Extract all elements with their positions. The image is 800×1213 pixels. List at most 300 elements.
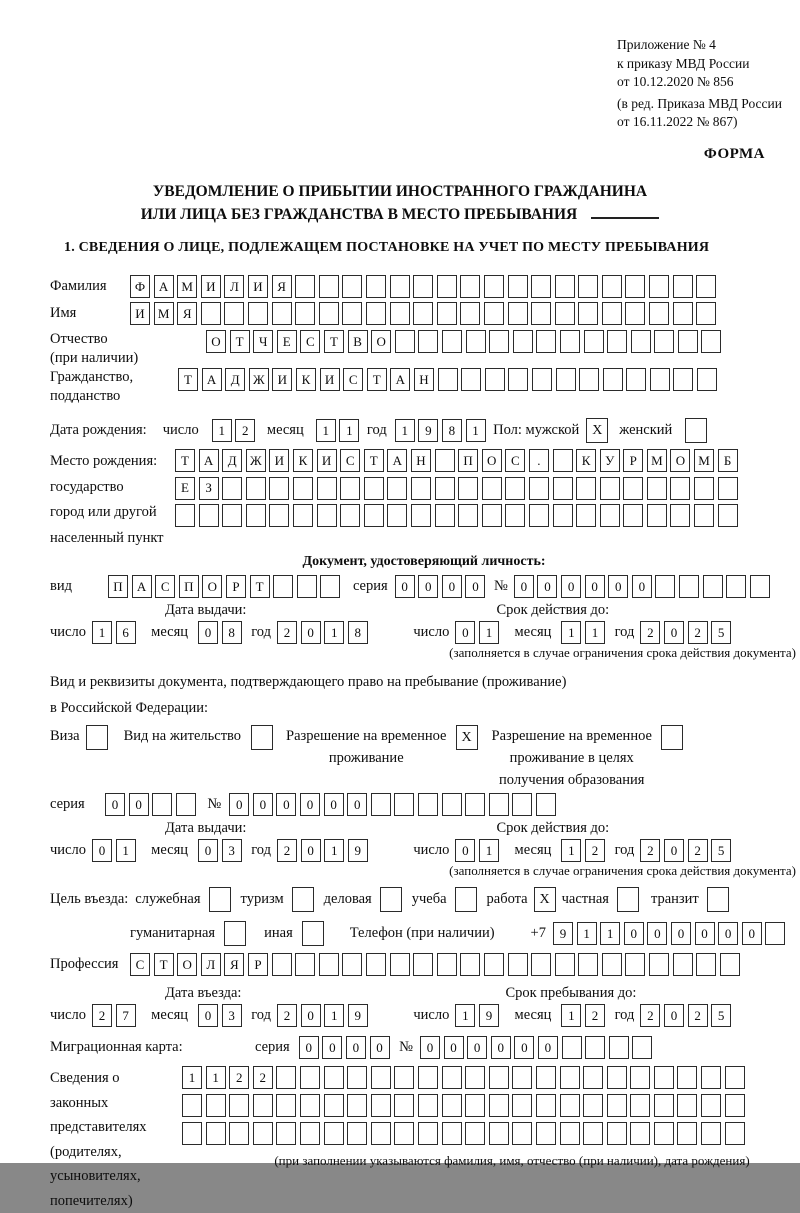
sex-male-label: Пол: мужской xyxy=(493,422,580,438)
char-cell xyxy=(649,302,669,325)
char-cell xyxy=(696,302,716,325)
char-cell xyxy=(600,504,620,527)
char-cell: 2 xyxy=(92,1004,112,1027)
char-cell: П xyxy=(458,449,478,472)
char-cell: 9 xyxy=(348,1004,368,1027)
char-cell xyxy=(609,1036,629,1059)
char-cell xyxy=(206,1122,226,1145)
right-doc-paragraph: Вид и реквизиты документа, подтверждающего право на пребывание (проживание) в Российской Федерации: xyxy=(50,674,567,716)
char-cell: 0 xyxy=(300,793,320,816)
char-cell xyxy=(750,575,770,598)
char-cell: С xyxy=(340,449,360,472)
char-cell: Ж xyxy=(246,449,266,472)
char-cell xyxy=(371,1122,391,1145)
char-cell: Т xyxy=(324,330,344,353)
char-cell xyxy=(556,368,576,391)
appendix-line: Приложение № 4 xyxy=(617,37,716,52)
visa-checkbox xyxy=(86,725,108,750)
char-cell xyxy=(182,1094,202,1117)
char-cell: 0 xyxy=(198,839,218,862)
char-cell xyxy=(442,1066,462,1089)
representatives-label: Сведения о законных представителях (родителях, усыновителях, попечителях) xyxy=(50,1070,147,1209)
char-cell: А xyxy=(390,368,410,391)
char-cell: Т xyxy=(367,368,387,391)
month-label: месяц xyxy=(514,624,552,640)
month-label: месяц xyxy=(151,842,189,858)
char-cell xyxy=(720,953,740,976)
char-cell xyxy=(625,953,645,976)
char-cell xyxy=(531,302,551,325)
month-label: месяц xyxy=(266,422,304,438)
form-label: ФОРМА xyxy=(703,146,765,162)
char-cell xyxy=(340,477,360,500)
permit-issue-year-cells xyxy=(277,839,371,862)
char-cell xyxy=(347,1066,367,1089)
char-cell: 1 xyxy=(324,839,344,862)
char-cell xyxy=(276,1066,296,1089)
name-label: Имя xyxy=(50,305,77,321)
char-cell: 0 xyxy=(299,1036,319,1059)
purpose-private-checkbox xyxy=(617,887,639,912)
char-cell xyxy=(297,575,317,598)
char-cell: О xyxy=(670,449,690,472)
char-cell xyxy=(505,477,525,500)
doc-valid-month-cells xyxy=(561,621,608,644)
char-cell xyxy=(442,330,462,353)
purpose-transit-checkbox xyxy=(707,887,729,912)
char-cell xyxy=(536,1066,556,1089)
char-cell xyxy=(603,368,623,391)
char-cell xyxy=(560,330,580,353)
char-cell xyxy=(583,1066,603,1089)
purpose-humanitarian-checkbox xyxy=(224,921,246,946)
char-cell: 1 xyxy=(479,621,499,644)
char-cell: 0 xyxy=(442,575,462,598)
char-cell xyxy=(649,953,669,976)
birth-date-label: Дата рождения: xyxy=(50,422,147,438)
char-cell: 1 xyxy=(324,621,344,644)
char-cell: 7 xyxy=(116,1004,136,1027)
title-line-2: ИЛИ ЛИЦА БЕЗ ГРАЖДАНСТВА В МЕСТО ПРЕБЫВАНИЯ xyxy=(0,203,800,226)
char-cell xyxy=(647,504,667,527)
doc-type-cells xyxy=(108,575,344,598)
char-cell xyxy=(726,575,746,598)
doc-number-cells xyxy=(514,575,774,598)
char-cell xyxy=(649,275,669,298)
char-cell: 0 xyxy=(301,839,321,862)
char-cell xyxy=(703,575,723,598)
char-cell: С xyxy=(155,575,175,598)
char-cell xyxy=(701,330,721,353)
char-cell: У xyxy=(600,449,620,472)
char-cell xyxy=(295,302,315,325)
char-cell xyxy=(632,1036,652,1059)
char-cell xyxy=(623,504,643,527)
char-cell: 1 xyxy=(92,621,112,644)
char-cell xyxy=(418,1066,438,1089)
char-cell xyxy=(437,953,457,976)
residence-permit-label: Вид на жительство xyxy=(123,728,242,744)
char-cell: 0 xyxy=(347,793,367,816)
validity-note: (заполняется в случае ограничения срока действия документа) xyxy=(449,645,796,660)
profession-cells xyxy=(130,953,743,976)
char-cell: 0 xyxy=(664,1004,684,1027)
char-cell xyxy=(536,330,556,353)
char-cell xyxy=(482,477,502,500)
char-cell xyxy=(555,275,575,298)
char-cell: Ж xyxy=(249,368,269,391)
char-cell xyxy=(584,330,604,353)
char-cell: 2 xyxy=(688,621,708,644)
purpose-tourism-label: туризм xyxy=(240,891,284,907)
char-cell: С xyxy=(343,368,363,391)
char-cell: 0 xyxy=(198,621,218,644)
char-cell xyxy=(394,1094,414,1117)
char-cell xyxy=(583,1094,603,1117)
char-cell xyxy=(465,1122,485,1145)
char-cell: 1 xyxy=(116,839,136,862)
char-cell xyxy=(465,793,485,816)
char-cell: 0 xyxy=(491,1036,511,1059)
char-cell: Б xyxy=(718,449,738,472)
series-label: серия xyxy=(50,796,85,812)
char-cell xyxy=(437,302,457,325)
char-cell: 5 xyxy=(711,1004,731,1027)
profession-label: Профессия xyxy=(50,956,119,972)
char-cell: Ч xyxy=(253,330,273,353)
char-cell xyxy=(508,953,528,976)
char-cell xyxy=(418,1122,438,1145)
entry-date-label: Дата въезда: xyxy=(165,985,242,1001)
char-cell: 0 xyxy=(467,1036,487,1059)
char-cell: О xyxy=(177,953,197,976)
char-cell: 9 xyxy=(348,839,368,862)
char-cell xyxy=(625,302,645,325)
char-cell xyxy=(395,330,415,353)
permit-valid-month-cells xyxy=(561,839,608,862)
char-cell: И xyxy=(201,275,221,298)
char-cell xyxy=(560,1066,580,1089)
char-cell xyxy=(324,1094,344,1117)
representatives-cells-row3 xyxy=(182,1122,797,1145)
char-cell: 2 xyxy=(585,1004,605,1027)
char-cell xyxy=(317,477,337,500)
female-checkbox xyxy=(685,418,707,443)
char-cell xyxy=(607,1094,627,1117)
stay-day-cells xyxy=(455,1004,502,1027)
char-cell: 0 xyxy=(276,793,296,816)
char-cell: 0 xyxy=(420,1036,440,1059)
char-cell: 5 xyxy=(711,839,731,862)
char-cell xyxy=(253,1094,273,1117)
char-cell: 2 xyxy=(253,1066,273,1089)
form-number-underline xyxy=(591,203,659,219)
char-cell xyxy=(512,1066,532,1089)
char-cell xyxy=(673,953,693,976)
char-cell xyxy=(670,477,690,500)
char-cell xyxy=(435,449,455,472)
char-cell: 1 xyxy=(212,419,232,442)
char-cell xyxy=(411,504,431,527)
year-label: год xyxy=(614,624,635,640)
char-cell xyxy=(555,302,575,325)
purpose-other-checkbox xyxy=(302,921,324,946)
char-cell xyxy=(394,793,414,816)
char-cell: 2 xyxy=(640,1004,660,1027)
char-cell xyxy=(625,275,645,298)
char-cell xyxy=(725,1066,745,1089)
char-cell xyxy=(513,330,533,353)
name-cells xyxy=(130,302,720,325)
entry-month-cells xyxy=(198,1004,245,1027)
residence-permit-checkbox xyxy=(251,725,273,750)
char-cell: 1 xyxy=(479,839,499,862)
char-cell xyxy=(607,1122,627,1145)
char-cell: 0 xyxy=(632,575,652,598)
day-label: число xyxy=(50,624,86,640)
day-label: число xyxy=(413,842,450,858)
char-cell xyxy=(718,504,738,527)
char-cell: 0 xyxy=(538,1036,558,1059)
char-cell xyxy=(673,368,693,391)
char-cell xyxy=(276,1122,296,1145)
char-cell: И xyxy=(317,449,337,472)
char-cell: 2 xyxy=(688,1004,708,1027)
char-cell xyxy=(460,953,480,976)
char-cell xyxy=(371,793,391,816)
char-cell xyxy=(269,504,289,527)
char-cell xyxy=(578,302,598,325)
birthplace-cells-row1 xyxy=(175,449,741,472)
char-cell: 0 xyxy=(455,621,475,644)
char-cell xyxy=(678,330,698,353)
char-cell xyxy=(364,504,384,527)
visa-label: Виза xyxy=(50,728,80,744)
char-cell xyxy=(442,1122,462,1145)
char-cell xyxy=(324,1066,344,1089)
male-checkbox: X xyxy=(586,418,608,443)
purpose-work-checkbox: X xyxy=(534,887,556,912)
char-cell: М xyxy=(694,449,714,472)
char-cell xyxy=(366,953,386,976)
char-cell xyxy=(701,1122,721,1145)
char-cell: Я xyxy=(224,953,244,976)
month-label: месяц xyxy=(514,1007,552,1023)
char-cell xyxy=(531,953,551,976)
char-cell: 0 xyxy=(198,1004,218,1027)
issue-date-label: Дата выдачи: xyxy=(165,820,247,836)
char-cell xyxy=(650,368,670,391)
purpose-official-checkbox xyxy=(209,887,231,912)
char-cell: Д xyxy=(225,368,245,391)
char-cell xyxy=(585,1036,605,1059)
char-cell xyxy=(536,1122,556,1145)
day-label: число xyxy=(413,624,450,640)
char-cell xyxy=(224,302,244,325)
purpose-work-label: работа xyxy=(486,891,528,907)
char-cell: 0 xyxy=(301,1004,321,1027)
char-cell xyxy=(465,1066,485,1089)
char-cell xyxy=(489,793,509,816)
char-cell: И xyxy=(320,368,340,391)
char-cell xyxy=(579,368,599,391)
char-cell xyxy=(679,575,699,598)
char-cell xyxy=(696,953,716,976)
char-cell xyxy=(435,477,455,500)
char-cell xyxy=(276,1094,296,1117)
char-cell xyxy=(489,1094,509,1117)
day-label: число xyxy=(50,842,86,858)
edition-line: от 16.11.2022 № 867) xyxy=(617,114,738,129)
char-cell: 2 xyxy=(235,419,255,442)
char-cell xyxy=(366,275,386,298)
purpose-transit-label: транзит xyxy=(650,891,699,907)
char-cell: П xyxy=(179,575,199,598)
char-cell xyxy=(484,302,504,325)
char-cell xyxy=(654,1066,674,1089)
char-cell: 1 xyxy=(561,1004,581,1027)
char-cell: М xyxy=(647,449,667,472)
char-cell: 0 xyxy=(742,922,762,945)
birthplace-cells-row2 xyxy=(175,477,741,500)
char-cell: И xyxy=(248,275,268,298)
doc-issue-day-cells xyxy=(92,621,139,644)
char-cell: 1 xyxy=(316,419,336,442)
char-cell xyxy=(394,1066,414,1089)
year-label: год xyxy=(614,842,635,858)
char-cell xyxy=(466,330,486,353)
migcard-number-cells xyxy=(420,1036,656,1059)
stay-until-label: Срок пребывания до: xyxy=(505,985,637,1001)
char-cell: 2 xyxy=(585,839,605,862)
char-cell xyxy=(562,1036,582,1059)
char-cell xyxy=(677,1122,697,1145)
char-cell xyxy=(418,330,438,353)
char-cell: Т xyxy=(154,953,174,976)
char-cell: 1 xyxy=(561,839,581,862)
char-cell: 0 xyxy=(537,575,557,598)
char-cell xyxy=(347,1094,367,1117)
char-cell xyxy=(655,575,675,598)
char-cell: 0 xyxy=(514,575,534,598)
char-cell xyxy=(484,275,504,298)
purpose-official-label: служебная xyxy=(135,891,201,907)
char-cell xyxy=(460,275,480,298)
char-cell: Т xyxy=(250,575,270,598)
char-cell: С xyxy=(505,449,525,472)
char-cell: 0 xyxy=(671,922,691,945)
char-cell xyxy=(413,302,433,325)
char-cell: Е xyxy=(175,477,195,500)
char-cell: 0 xyxy=(647,922,667,945)
char-cell: 3 xyxy=(222,839,242,862)
representatives-cell-rows xyxy=(182,1066,797,1169)
number-sign: № xyxy=(207,796,222,812)
char-cell xyxy=(438,368,458,391)
permit-number-cells xyxy=(229,793,559,816)
char-cell: К xyxy=(576,449,596,472)
char-cell: 9 xyxy=(479,1004,499,1027)
char-cell: 0 xyxy=(585,575,605,598)
representatives-note: (при заполнении указываются фамилия, имя, отчество (при наличии), дата рождения) xyxy=(274,1153,750,1168)
temp-residence-label: Разрешение на временное проживание xyxy=(286,728,447,766)
purpose-tourism-checkbox xyxy=(292,887,314,912)
char-cell: 0 xyxy=(346,1036,366,1059)
char-cell xyxy=(175,504,195,527)
char-cell xyxy=(623,477,643,500)
char-cell: 1 xyxy=(561,621,581,644)
citizenship-cells xyxy=(178,368,721,391)
char-cell xyxy=(484,953,504,976)
char-cell xyxy=(673,302,693,325)
char-cell: С xyxy=(130,953,150,976)
validity-note: (заполняется в случае ограничения срока действия документа) xyxy=(449,863,796,878)
char-cell xyxy=(460,302,480,325)
char-cell xyxy=(300,1094,320,1117)
char-cell xyxy=(458,504,478,527)
char-cell: 0 xyxy=(301,621,321,644)
char-cell: З xyxy=(199,477,219,500)
char-cell xyxy=(364,477,384,500)
char-cell xyxy=(317,504,337,527)
char-cell xyxy=(435,504,455,527)
char-cell: 1 xyxy=(324,1004,344,1027)
char-cell xyxy=(673,275,693,298)
doc-valid-day-cells xyxy=(455,621,502,644)
char-cell: 9 xyxy=(418,419,438,442)
char-cell: Т xyxy=(178,368,198,391)
char-cell: 0 xyxy=(324,793,344,816)
char-cell xyxy=(246,504,266,527)
char-cell: 0 xyxy=(105,793,125,816)
char-cell xyxy=(560,1094,580,1117)
char-cell xyxy=(508,302,528,325)
char-cell xyxy=(553,477,573,500)
permit-issue-month-cells xyxy=(198,839,245,862)
year-label: год xyxy=(251,1007,271,1023)
char-cell xyxy=(390,275,410,298)
char-cell: Л xyxy=(201,953,221,976)
doc-series-cells xyxy=(395,575,489,598)
char-cell: 2 xyxy=(277,621,297,644)
char-cell xyxy=(465,1094,485,1117)
day-label: число xyxy=(50,1007,86,1023)
char-cell: 0 xyxy=(129,793,149,816)
char-cell xyxy=(390,953,410,976)
birth-year-cells xyxy=(395,419,489,442)
char-cell xyxy=(694,504,714,527)
char-cell xyxy=(387,504,407,527)
char-cell xyxy=(371,1066,391,1089)
char-cell: С xyxy=(300,330,320,353)
char-cell: 0 xyxy=(395,575,415,598)
char-cell: 3 xyxy=(222,1004,242,1027)
char-cell: 1 xyxy=(466,419,486,442)
purpose-business-label: деловая xyxy=(323,891,372,907)
char-cell xyxy=(485,368,505,391)
char-cell xyxy=(437,275,457,298)
char-cell xyxy=(342,953,362,976)
char-cell xyxy=(295,953,315,976)
char-cell xyxy=(536,1094,556,1117)
char-cell xyxy=(152,793,172,816)
char-cell xyxy=(654,1122,674,1145)
char-cell xyxy=(701,1094,721,1117)
birthplace-cells-row3 xyxy=(175,504,741,527)
appendix-line: к приказу МВД России xyxy=(617,55,750,71)
citizenship-label: Гражданство, подданство xyxy=(50,369,134,404)
char-cell: 1 xyxy=(182,1066,202,1089)
